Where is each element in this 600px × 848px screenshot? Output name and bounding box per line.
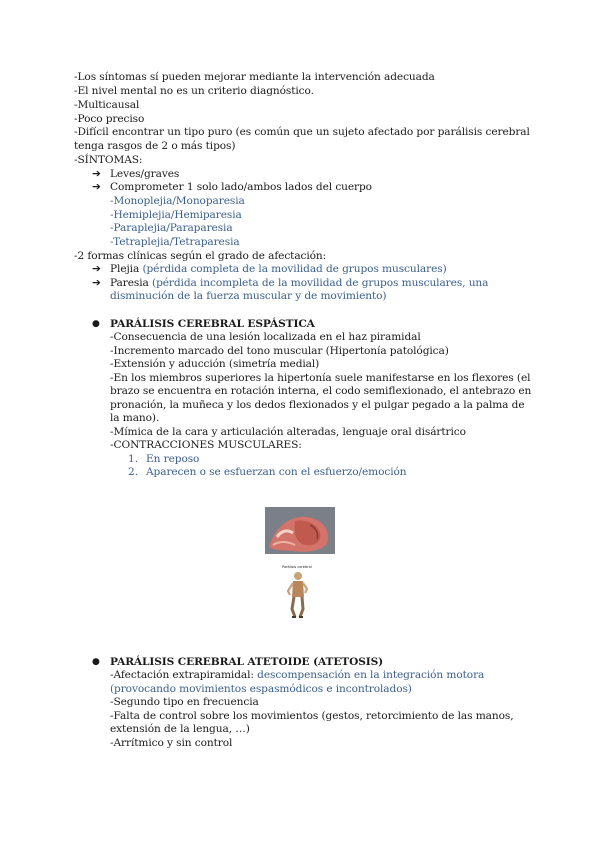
formas-heading: -2 formas clínicas según el grado de afectación: [74, 250, 327, 262]
intro-line: -SÍNTOMAS: [74, 154, 143, 166]
espastica-line: brazo se encuentra en rotación interna, el codo semiflexionado, el antebrazo en [110, 385, 532, 397]
atetoide-line: -Falta de control sobre los movimientos (gestos, retorcimiento de las manos, [110, 710, 514, 722]
espastica-line: -Extensión y aducción (simetría medial) [110, 358, 320, 370]
espastica-line: -Consecuencia de una lesión localizada en el haz piramidal [110, 331, 421, 343]
bullet-icon: ● [92, 319, 100, 329]
atetoide-blue-cont: (provocando movimientos espasmódicos e incontrolados) [110, 683, 412, 695]
espastica-line: -Incremento marcado del tono muscular (Hipertonía patológica) [110, 345, 449, 357]
arrow-icon: ➔ [92, 181, 101, 193]
subtype-line: -Paraplejia/Paraparesia [110, 222, 233, 234]
paresia-desc-cont: disminución de la fuerza muscular y de movimiento) [110, 290, 387, 302]
atetoide-line: -Arrítmico y sin control [110, 737, 233, 749]
subtype-line: -Hemiplejia/Hemiparesia [110, 209, 242, 221]
atetoide-prefix: -Afectación extrapiramidal: [110, 669, 254, 681]
sintomas-item: Leves/graves [110, 168, 180, 180]
plejia-line [110, 263, 447, 277]
intro-line: tenga rasgos de 2 o más tipos) [74, 140, 236, 152]
intro-line: -Multicausal [74, 99, 140, 111]
paresia-line [110, 277, 488, 291]
atetoide-line: -Segundo tipo en frecuencia [110, 696, 259, 708]
espastica-line: -En los miembros superiores la hipertonía suele manifestarse en los flexores (el [110, 372, 531, 384]
espastica-line: la mano). [110, 412, 160, 424]
arrow-icon: ➔ [92, 168, 101, 180]
contraccion-item: Aparecen o se esfuerzan con el esfuerzo/emoción [146, 466, 407, 478]
figure-caption: Parálisis cerebral [282, 565, 312, 569]
intro-line: -Difícil encontrar un tipo puro (es común que un sujeto afectado por parálisis cerebral [74, 126, 530, 138]
spastic-hand-photo [265, 507, 335, 554]
espastica-line: -CONTRACCIONES MUSCULARES: [110, 439, 302, 451]
atetoide-line: extensión de la lengua, …) [110, 723, 250, 735]
atetoide-line-1 [110, 669, 484, 683]
plejia-desc: (pérdida completa de la movilidad de grupos musculares) [142, 263, 447, 275]
spastic-posture-figure [286, 571, 310, 619]
intro-line: -Poco preciso [74, 113, 145, 125]
espastica-line: -Mímica de la cara y articulación alteradas, lenguaje oral disártrico [110, 426, 466, 438]
plejia-term: Plejia [110, 263, 140, 275]
atetoide-blue: descompensación en la integración motora [257, 669, 485, 681]
list-number: 1. [128, 453, 139, 465]
section-title-espastica: PARÁLISIS CEREBRAL ESPÁSTICA [110, 318, 315, 330]
arrow-icon: ➔ [92, 263, 101, 275]
subtype-line: -Monoplejia/Monoparesia [110, 195, 245, 207]
bullet-icon: ● [92, 657, 100, 667]
arrow-icon: ➔ [92, 277, 101, 289]
sintomas-item: Comprometer 1 solo lado/ambos lados del cuerpo [110, 181, 372, 193]
intro-line: -Los síntomas sí pueden mejorar mediante la intervención adecuada [74, 71, 435, 83]
paresia-desc: (pérdida incompleta de la movilidad de grupos musculares, una [152, 277, 489, 289]
subtype-line: -Tetraplejia/Tetraparesia [110, 236, 240, 248]
intro-line: -El nivel mental no es un criterio diagnóstico. [74, 85, 314, 97]
list-number: 2. [128, 466, 139, 478]
section-title-atetoide: PARÁLISIS CEREBRAL ATETOIDE (ATETOSIS) [110, 656, 384, 668]
espastica-line: pronación, la muñeca y los dedos flexionados y el pulgar pegado a la palma de [110, 399, 525, 411]
paresia-term: Paresia [110, 277, 149, 289]
contraccion-item: En reposo [146, 453, 200, 465]
